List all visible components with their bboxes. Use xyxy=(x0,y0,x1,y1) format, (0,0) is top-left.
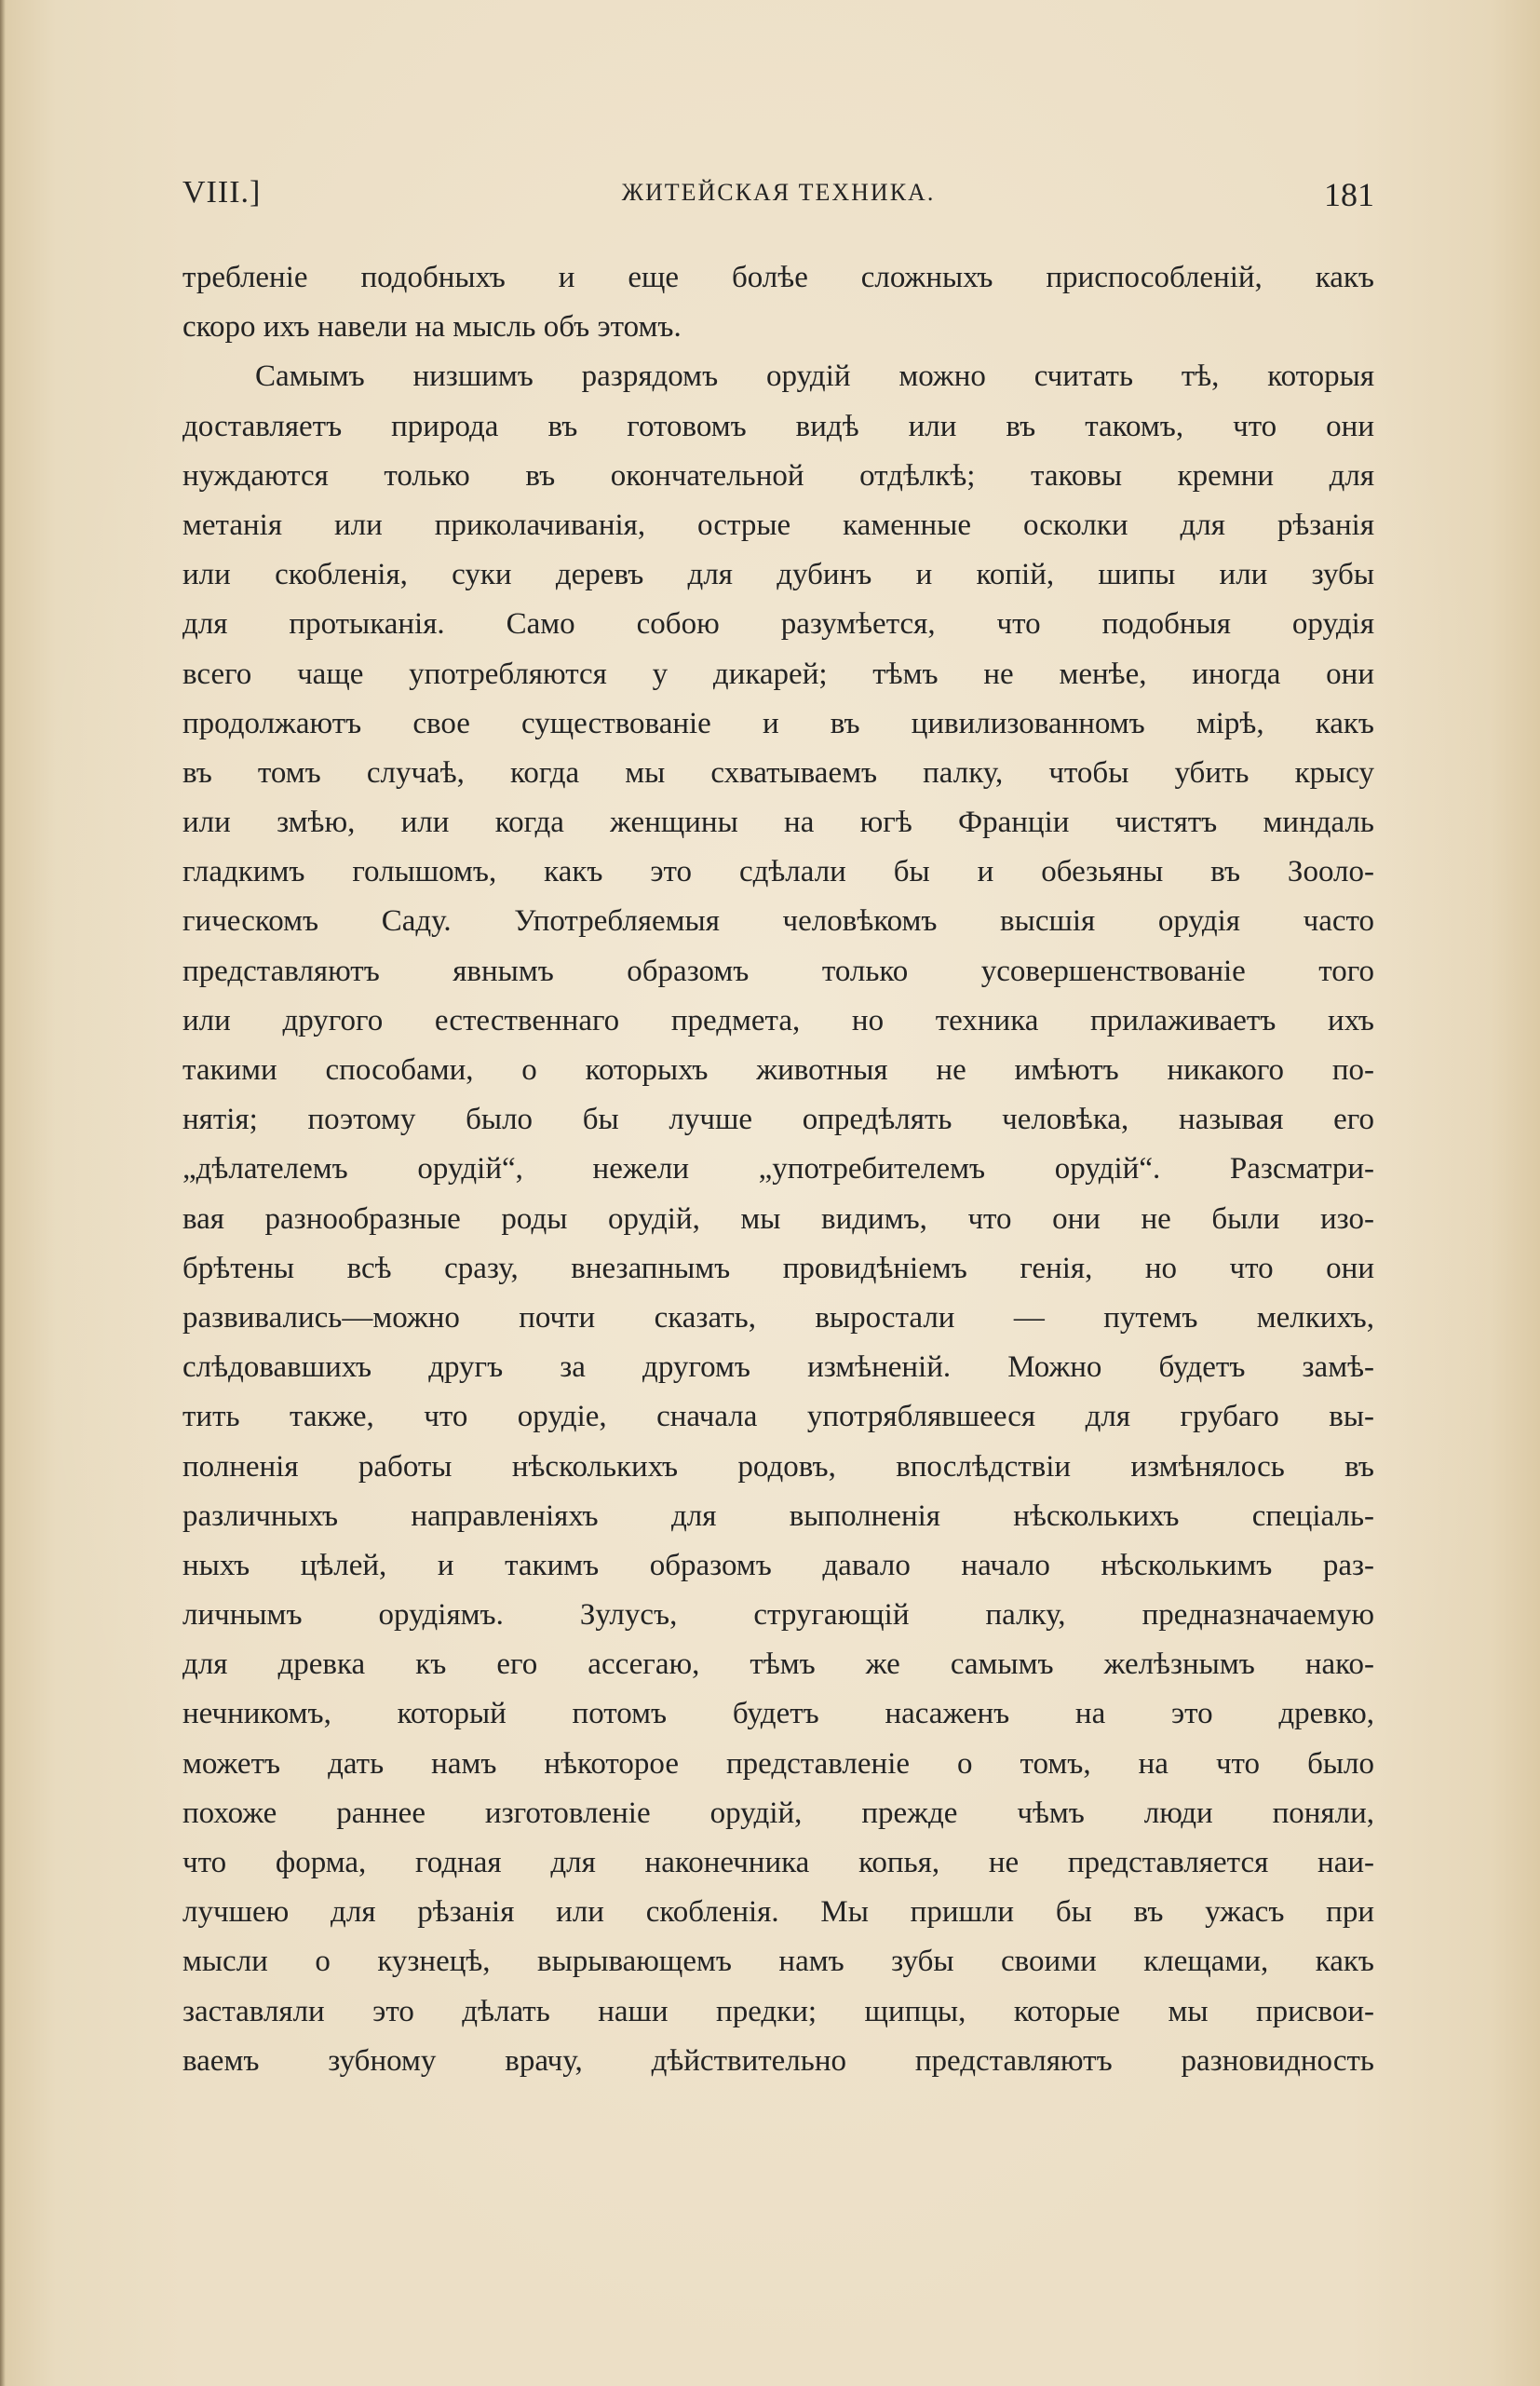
text-line: личнымъ орудіямъ. Зулусъ, стругающій палку, предназначаемую xyxy=(182,1598,1374,1633)
page-number: 181 xyxy=(1324,176,1374,213)
text-line: доставляетъ природа въ готовомъ видѣ или въ такомъ, что они xyxy=(182,409,1374,443)
text-line: заставляли это дѣлать наши предки; щипцы, которые мы присвои- xyxy=(182,1994,1374,2028)
text-line: продолжаютъ свое существованіе и въ цивилизованномъ мірѣ, какъ xyxy=(182,706,1374,740)
running-title: ЖИТЕЙСКАЯ ТЕХНИКА. xyxy=(621,179,936,206)
running-header xyxy=(182,175,1374,222)
text-line: скоро ихъ навели на мысль объ этомъ. xyxy=(182,310,682,345)
text-line: нечникомъ, который потомъ будетъ насаженъ на это древко, xyxy=(182,1697,1374,1731)
text-line: требленіе подобныхъ и еще болѣе сложныхъ приспособленій, какъ xyxy=(182,261,1374,294)
text-line: ныхъ цѣлей, и такимъ образомъ давало начало нѣсколькимъ раз- xyxy=(182,1548,1374,1582)
text-line: брѣтены всѣ сразу, внезапнымъ провидѣніемъ генія, но что они xyxy=(182,1251,1374,1285)
text-line: для древка къ его ассегаю, тѣмъ же самымъ желѣзнымъ нако- xyxy=(182,1647,1374,1682)
text-line: полненія работы нѣсколькихъ родовъ, впослѣдствіи измѣнялось въ xyxy=(182,1449,1374,1484)
text-line: слѣдовавшихъ другъ за другомъ измѣненій. Можно будетъ замѣ- xyxy=(182,1350,1374,1385)
text-line: метанія или приколачиванія, острые каменные осколки для рѣзанія xyxy=(182,508,1374,542)
text-line: тить также, что орудіе, сначала употряблявшееся для грубаго вы- xyxy=(182,1400,1374,1434)
text-line: гическомъ Саду. Употребляемыя человѣкомъ высшія орудія часто xyxy=(182,904,1374,939)
text-line: или скобленія, суки деревъ для дубинъ и копій, шипы или зубы xyxy=(182,558,1374,592)
text-line: ваемъ зубному врачу, дѣйствительно представляютъ разновидность xyxy=(182,2043,1374,2078)
text-line: можетъ дать намъ нѣкоторое представленіе о томъ, на что было xyxy=(182,1746,1374,1781)
chapter-number: VIII.] xyxy=(182,175,262,210)
text-line: „дѣлателемъ орудій“, нежели „употребителемъ орудій“. Разсматри- xyxy=(182,1152,1374,1186)
text-line: или змѣю, или когда женщины на югѣ Франціи чистятъ миндаль xyxy=(182,806,1374,840)
text-line: нуждаются только въ окончательной отдѣлкѣ; таковы кремни для xyxy=(182,458,1374,493)
text-line: для протыканія. Само собою разумѣется, что подобныя орудія xyxy=(182,607,1374,642)
text-line: развивались—можно почти сказать, выростали — путемъ мелкихъ, xyxy=(182,1300,1374,1335)
text-line: похоже раннее изготовленіе орудій, прежде чѣмъ люди поняли, xyxy=(182,1796,1374,1830)
text-line: въ томъ случаѣ, когда мы схватываемъ палку, чтобы убить крысу xyxy=(182,755,1374,790)
text-line: представляютъ явнымъ образомъ только усовершенствованіе того xyxy=(182,954,1374,988)
text-line: что форма, годная для наконечника копья, не представляется наи- xyxy=(182,1846,1374,1879)
body-text xyxy=(182,253,1374,2116)
text-line: вая разнообразные роды орудій, мы видимъ, что они не были изо- xyxy=(182,1201,1374,1236)
text-line: мысли о кузнецѣ, вырывающемъ намъ зубы своими клещами, какъ xyxy=(182,1945,1374,1979)
text-line: или другого естественнаго предмета, но техника прилаживаетъ ихъ xyxy=(182,1003,1374,1037)
text-line: гладкимъ голышомъ, какъ это сдѣлали бы и обезьяны въ Зооло- xyxy=(182,855,1374,889)
text-line: Самымъ низшимъ разрядомъ орудій можно считать тѣ, которыя xyxy=(255,359,1374,394)
text-line: всего чаще употребляются у дикарей; тѣмъ не менѣе, иногда они xyxy=(182,657,1374,691)
text-line: различныхъ направленіяхъ для выполненія нѣсколькихъ спеціаль- xyxy=(182,1498,1374,1533)
text-line: лучшею для рѣзанія или скобленія. Мы пришли бы въ ужасъ при xyxy=(182,1895,1374,1930)
text-line: такими способами, о которыхъ животныя не имѣютъ никакого по- xyxy=(182,1053,1374,1087)
text-line: нятія; поэтому было бы лучше опредѣлять человѣка, называя его xyxy=(182,1103,1374,1137)
